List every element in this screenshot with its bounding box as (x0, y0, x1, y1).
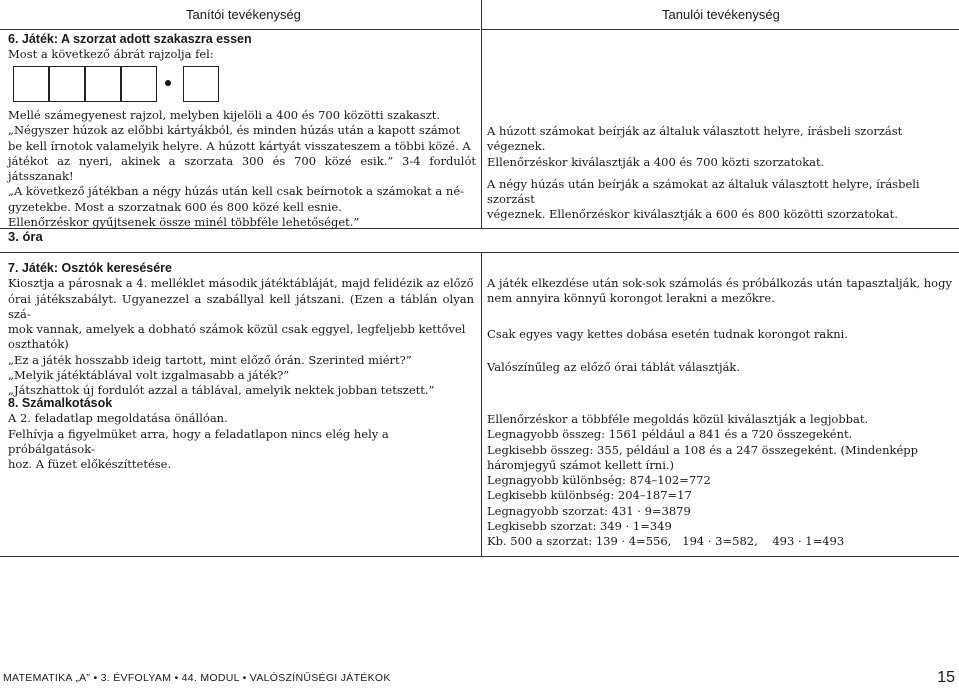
section8-student-line: Legnagyobb különbség: 874–102=772 (487, 473, 711, 488)
section8-line: hoz. A füzet előkészíttetése. (8, 457, 172, 472)
spacer (487, 170, 955, 177)
section7-student-line: Csak egyes vagy kettes dobása esetén tudnak korongot rakni. (487, 326, 848, 341)
spacer (487, 342, 955, 360)
section6-student-line: Ellenőrzéskor kiválasztják a 400 és 700 közti szorzatokat. (487, 154, 825, 169)
section6-line: Ellenőrzéskor gyűjtsenek össze minél többféle lehetőséget.” (8, 215, 360, 230)
section7-line: Kiosztja a párosnak a 4. melléklet második játéktábláját, majd felidézik az előző (8, 276, 474, 291)
section6-teacher (8, 32, 476, 63)
column-divider-bottom (481, 252, 482, 557)
box-4 (121, 66, 157, 102)
box-5 (183, 66, 219, 102)
section6-line: Mellé számegyenest rajzol, melyben kijelöli a 400 és 700 közötti szakaszt. (8, 108, 441, 122)
section8-student-line: Kb. 500 a szorzat: 139 · 4=556, 194 · 3=582, 493 · 1=493 (487, 534, 845, 549)
section6-subtitle: Most a következő ábrát rajzolja fel: (8, 47, 214, 62)
section8-student-line: háromjegyű számot kellett írni.) (487, 457, 675, 472)
section7-line: „Játszhattok új fordulót azzal a táblával, amelyik nektek jobban tetszett.” (8, 383, 435, 398)
section6-student-line: A négy húzás után beírják a számokat az általuk választott helyre, írásbeli szorzást (487, 176, 920, 207)
spacer (487, 307, 955, 327)
section6-line: játékot az nyeri, akinek a szorzata 300 és 700 közé esik.” 3-4 fordulót játsszanak! (8, 153, 476, 184)
section7-student (487, 276, 955, 375)
header-student-activity: Tanulói tevékenység (482, 0, 959, 30)
section6-teacher-body (8, 108, 476, 230)
header-teacher-activity: Tanítói tevékenység (0, 0, 480, 30)
section7-line: „Melyik játéktáblával volt izgalmasabb a játék?” (8, 368, 290, 383)
box-2 (49, 66, 85, 102)
box-3 (85, 66, 121, 102)
section8-student-line: Ellenőrzéskor a többféle megoldás közül kiválasztják a legjobbat. (487, 412, 869, 426)
section6-title: 6. Játék: A szorzat adott szakaszra essen (8, 32, 252, 46)
section8-student-line: Legkisebb szorzat: 349 · 1=349 (487, 519, 672, 534)
section6-student (487, 124, 955, 223)
section8-line: Felhívja a figyelmüket arra, hogy a feladatlapon nincs elég hely a próbálgatások- (8, 426, 389, 456)
section8-student-line: Legnagyobb szorzat: 431 · 9=3879 (487, 503, 691, 518)
section6-student-line: végeznek. Ellenőrzéskor kiválasztják a 600 és 800 közötti szorzatokat. (487, 207, 898, 222)
section6-line: be kell írnotok valamelyik helyre. A húzott kártyát visszateszem a többi közé. A (8, 138, 471, 153)
section7-line: oszthatók) (8, 337, 69, 352)
section8-teacher (8, 396, 474, 472)
column-divider-top (481, 0, 482, 228)
section7-line: órai játékszabályt. Ugyanezzel a szabállyal kell játszani. (Ezen a táblán olyan szá- (8, 291, 474, 321)
section7-teacher (8, 261, 474, 399)
section7-student-line: Valószínűleg az előző órai táblát választják. (487, 359, 741, 374)
section8-line: A 2. feladatlap megoldatása önállóan. (8, 411, 228, 426)
section6-line: „Négyszer húzok az előbbi kártyákból, és minden húzás után a kapott számot (8, 123, 461, 138)
section7-title: 7. Játék: Osztók keresésére (8, 261, 172, 275)
section7-student-line: nem annyira könnyű korongot lerakni a mezőkre. (487, 291, 775, 306)
row-divider-3 (0, 556, 959, 557)
section7-line: mok vannak, amelyek a dobható számok közül csak eggyel, legfeljebb kettővel (8, 322, 466, 337)
lesson-3-label: 3. óra (8, 229, 43, 244)
section6-line: gyzetekbe. Most a szorzatnak 600 és 800 közé kell esnie. (8, 199, 342, 214)
section8-student-line: Legkisebb összeg: 355, például a 108 és a 247 összegeként. (Mindenképp (487, 442, 918, 457)
footer-title: MATEMATIKA „A” • 3. ÉVFOLYAM • 44. MODUL • VALÓSZÍNŰSÉGI JÁTÉKOK (3, 672, 391, 684)
page-number: 15 (937, 669, 955, 686)
section7-line: „Ez a játék hosszabb ideig tartott, mint előző órán. Szerinted miért?” (8, 352, 412, 367)
section8-student (487, 412, 951, 550)
section6-student-line: A húzott számokat beírják az általuk választott helyre, írásbeli szorzást végeznek. (487, 124, 903, 154)
row-divider-2 (0, 252, 959, 253)
section7-student-line: A játék elkezdése után sok-sok számolás és próbálkozás után tapasztalják, hogy (487, 276, 952, 290)
box-1 (13, 66, 49, 102)
section8-title: 8. Számalkotások (8, 396, 113, 410)
section6-line: „A következő játékban a négy húzás után kell csak beírnotok a számokat a né- (8, 184, 465, 199)
multiplication-dot (165, 80, 171, 86)
section8-student-line: Legnagyobb összeg: 1561 például a 841 és a 720 összegeként. (487, 427, 853, 442)
section8-student-line: Legkisebb különbség: 204–187=17 (487, 488, 692, 503)
